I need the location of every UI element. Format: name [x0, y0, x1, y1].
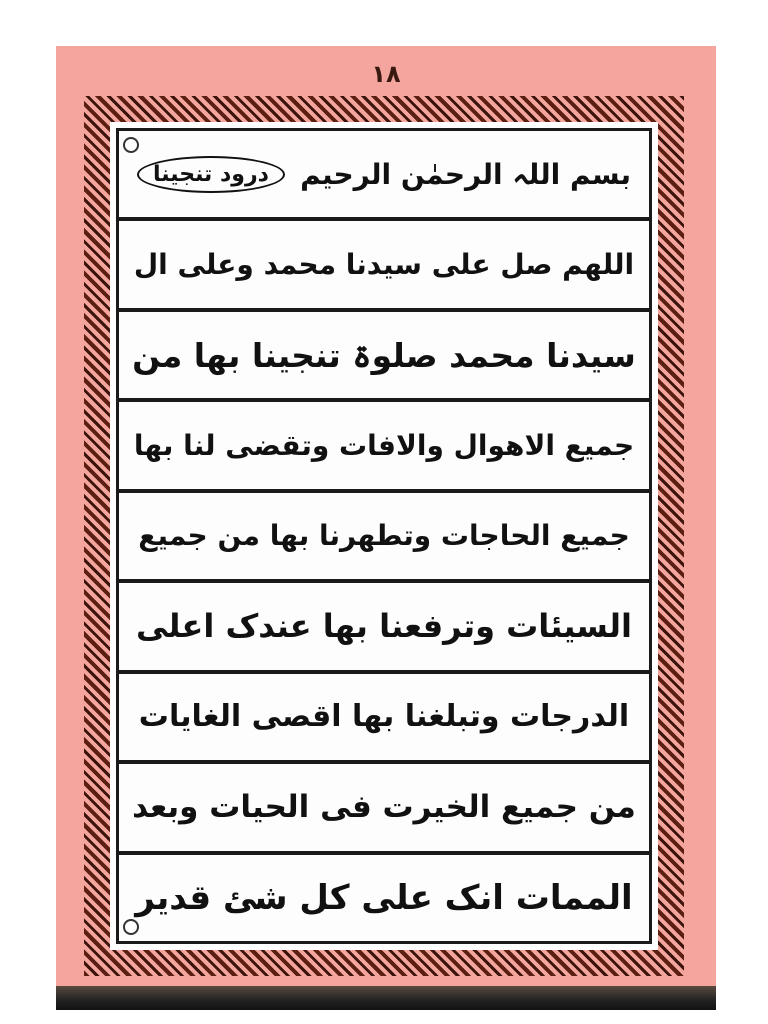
prayer-line — [119, 312, 649, 402]
prayer-line — [119, 493, 649, 583]
durood-title-badge: درود تنجینا — [137, 156, 285, 193]
prayer-line — [119, 855, 649, 941]
bismillah-heading: بسم اللہ الرحمٰن الرحیم — [300, 157, 631, 191]
text-panel — [116, 128, 652, 944]
prayer-line-text: الدرجات وتبلغنا بھا اقصی الغایات — [138, 699, 630, 735]
prayer-line — [119, 674, 649, 764]
corner-ornament-icon — [123, 137, 139, 153]
prayer-line-text: اللھم صل علی سیدنا محمد وعلی ال — [133, 248, 635, 282]
prayer-line-text: السیئات وترفعنا بھا عندک اعلی — [136, 607, 632, 646]
ornamental-border — [84, 96, 684, 976]
page-bottom-shadow — [56, 986, 716, 1010]
prayer-line-text: من جمیع الخیرت فی الحیات وبعد — [132, 789, 636, 826]
prayer-line-text: جمیع الحاجات وتطھرنا بھا من جمیع — [138, 519, 630, 553]
prayer-line — [119, 402, 649, 492]
corner-ornament-icon — [123, 919, 139, 935]
prayer-line — [119, 583, 649, 673]
prayer-line — [119, 221, 649, 311]
page-number: ١٨ — [371, 60, 401, 88]
prayer-line-text: الممات انک علی کل شئ قدیر — [135, 877, 633, 918]
title-row — [119, 131, 649, 221]
prayer-lines — [119, 131, 649, 941]
book-page — [56, 46, 716, 986]
prayer-line-text: جمیع الاھوال والافات وتقضی لنا بھا — [133, 429, 635, 463]
prayer-line — [119, 764, 649, 854]
prayer-line-text: سیدنا محمد صلوۃ تنجینا بھا من — [132, 335, 636, 375]
